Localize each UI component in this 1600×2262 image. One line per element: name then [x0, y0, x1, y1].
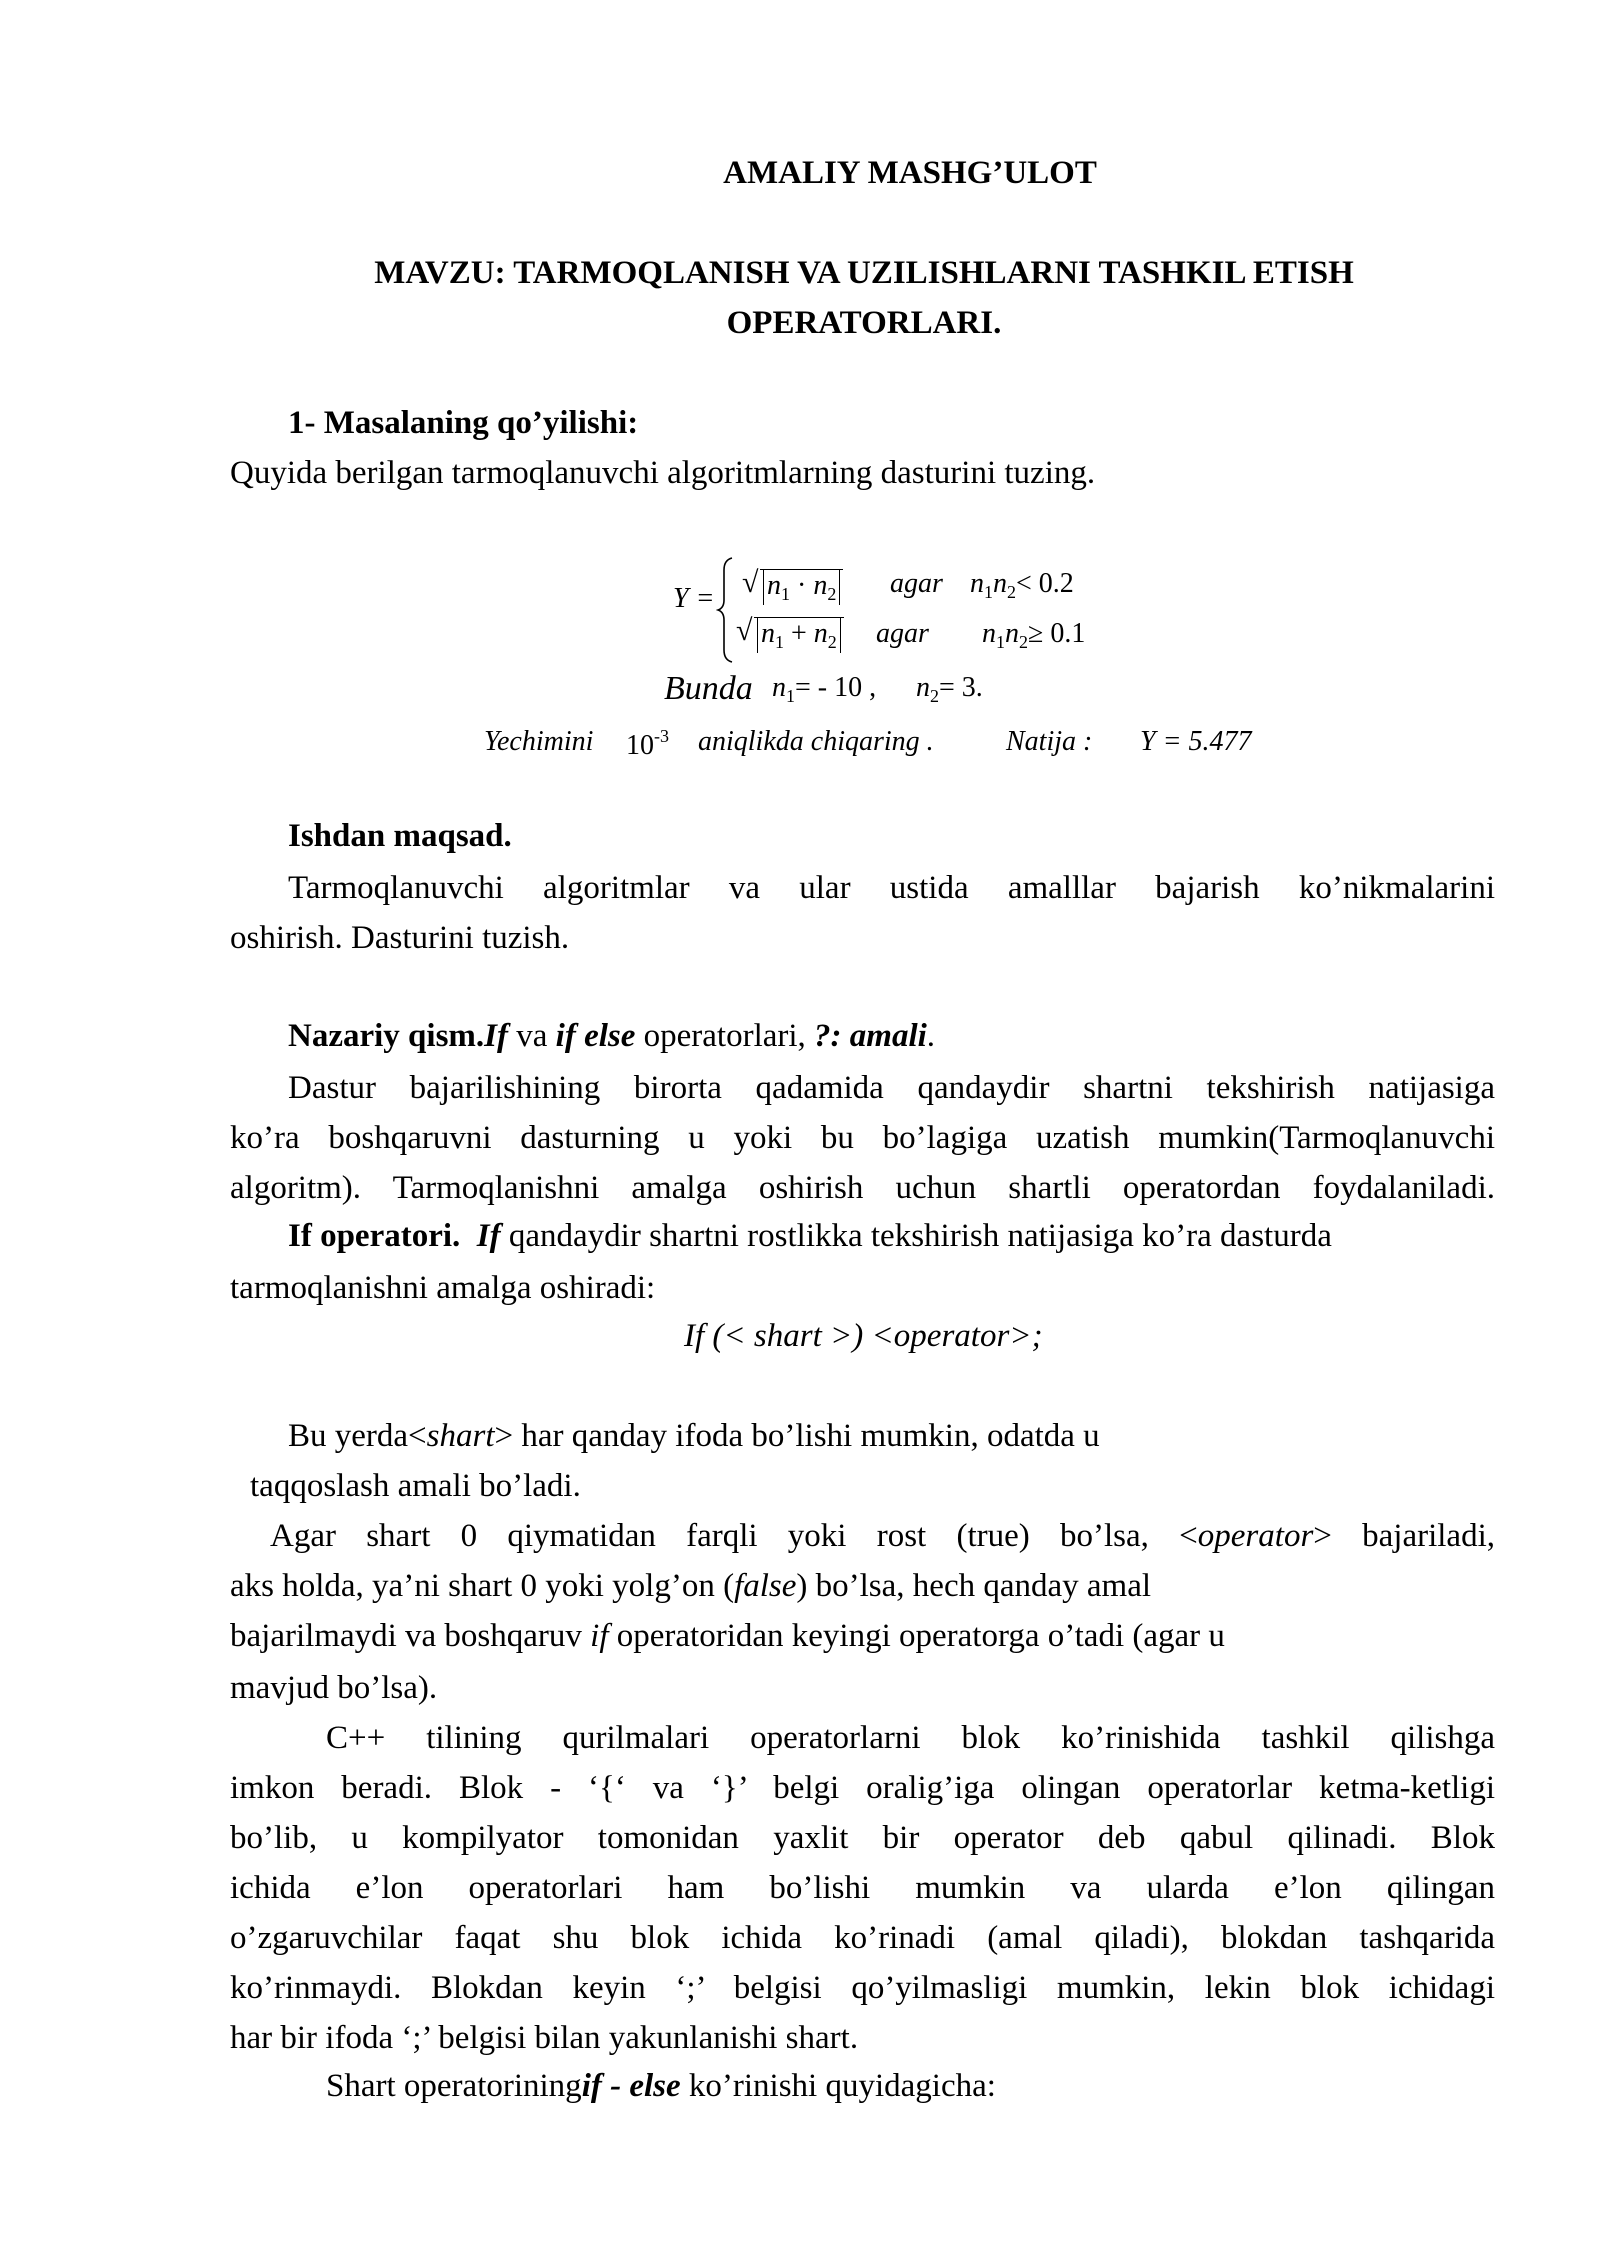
- theory-p1-line-2: ko’ra boshqaruvni dasturning u yoki bu bo’lagiga uzatish mumkin(Tarmoqlanuvchi: [230, 1120, 1495, 1156]
- cpp-line-3: bo’lib, u kompilyator tomonidan yaxlit bir operator deb qabul qilinadi. Blok: [230, 1820, 1495, 1856]
- page-title: AMALIY MASHG’ULOT: [723, 155, 1097, 191]
- case1-condition: $n_1n_2< 0.2$: [970, 568, 1074, 602]
- case1-agar: agar: [890, 568, 943, 599]
- sqrt-sum: √ $n_1 + n_2$: [736, 618, 844, 653]
- cpp-line-5: o’zgaruvchilar faqat shu blok ichida ko’rinadi (amal qiladi), blokdan tashqarida: [230, 1920, 1495, 1956]
- theory-p1-line-1: Dastur bajarilishining birorta qadamida qandaydir shartni tekshirish natijasiga: [288, 1070, 1495, 1106]
- cpp-line-6: ko’rinmaydi. Blokdan keyin ‘;’ belgisi qo’yilmasligi mumkin, lekin blok ichidagi: [230, 1970, 1495, 2006]
- precision-value: $10^{-3}$: [626, 726, 669, 761]
- bunda-label: Bunda: [664, 670, 753, 707]
- mavjud-line: mavjud bo’lsa).: [230, 1670, 438, 1706]
- case2-cond-value: ≥ 0.1: [1028, 618, 1086, 649]
- aks-holda-line: aks holda, ya’ni shart 0 yoki yolg’on (false) bo’lsa, hech qanday amal: [230, 1568, 1152, 1604]
- n1-value: $n_1= - 10$ ,: [772, 672, 877, 706]
- section-heading: 1- Masalaning qo’yilishi:: [288, 405, 639, 441]
- result-value: Y = 5.477: [1140, 726, 1252, 757]
- shart-operator-line: Shart operatoriningif - else ko’rinishi quyidagicha:: [326, 2068, 996, 2104]
- theory-p1-line-3: algoritm). Tarmoqlanishni amalga oshirish uchun shartli operatordan foydalaniladi.: [230, 1170, 1495, 1206]
- if-operator-line-2: tarmoqlanishni amalga oshiradi:: [230, 1270, 656, 1306]
- bu-yerda-line: Bu yerda<shart> har qanday ifoda bo’lishi mumkin, odatda u: [288, 1418, 1100, 1454]
- cpp-line-2: imkon beradi. Blok - ‘{‘ va ‘}’ belgi oralig’iga olingan operatorlar ketma-ketligi: [230, 1770, 1495, 1806]
- goal-heading: Ishdan maqsad.: [288, 818, 512, 854]
- cpp-line-1: C++ tilining qurilmalari operatorlarni blok ko’rinishida tashkil qilishga: [326, 1720, 1495, 1756]
- precision-text: aniqlikda chiqaring .: [698, 726, 934, 757]
- yechimini-label: Yechimini: [484, 726, 594, 757]
- bu-yerda-line-2: taqqoslash amali bo’ladi.: [250, 1468, 581, 1504]
- case2-agar: agar: [876, 618, 929, 649]
- theory-heading: Nazariy qism.If va if else operatorlari, ?: amali.: [288, 1018, 936, 1054]
- if-syntax: If (< shart >) <operator>;: [684, 1318, 1043, 1354]
- natija-label: Natija :: [1006, 726, 1093, 757]
- cpp-line-7: har bir ifoda ‘;’ belgisi bilan yakunlanishi shart.: [230, 2020, 859, 2056]
- n2-value: $n_2= 3$.: [916, 672, 983, 706]
- goal-line-1: Tarmoqlanuvchi algoritmlar va ular ustida amalllar bajarish ko’nikmalarini: [288, 870, 1495, 906]
- brace-icon: [716, 556, 736, 664]
- sqrt-product: √ $n_1 \cdot n_2$: [742, 570, 843, 605]
- topic-line-1: MAVZU: TARMOQLANISH VA UZILISHLARNI TASHKIL ETISH: [374, 255, 1354, 291]
- section-text: Quyida berilgan tarmoqlanuvchi algoritmlarning dasturini tuzing.: [230, 455, 1096, 491]
- if-operator-line: If operatori. If qandaydir shartni rostlikka tekshirish natijasiga ko’ra dasturda: [288, 1218, 1332, 1254]
- goal-line-2: oshirish. Dasturini tuzish.: [230, 920, 570, 956]
- formula-lhs: Y =: [673, 583, 715, 614]
- agar-line: Agar shart 0 qiymatidan farqli yoki rost (true) bo’lsa, <operator> bajariladi,: [270, 1518, 1495, 1554]
- case1-cond-value: < 0.2: [1016, 568, 1074, 599]
- case2-condition: $n_1n_2\ge 0.1$: [982, 618, 1086, 652]
- topic-line-2: OPERATORLARI.: [726, 305, 1002, 341]
- bajarilmaydi-line: bajarilmaydi va boshqaruv if operatoridan keyingi operatorga o’tadi (agar u: [230, 1618, 1225, 1654]
- cpp-line-4: ichida e’lon operatorlari ham bo’lishi mumkin va ularda e’lon qilingan: [230, 1870, 1495, 1906]
